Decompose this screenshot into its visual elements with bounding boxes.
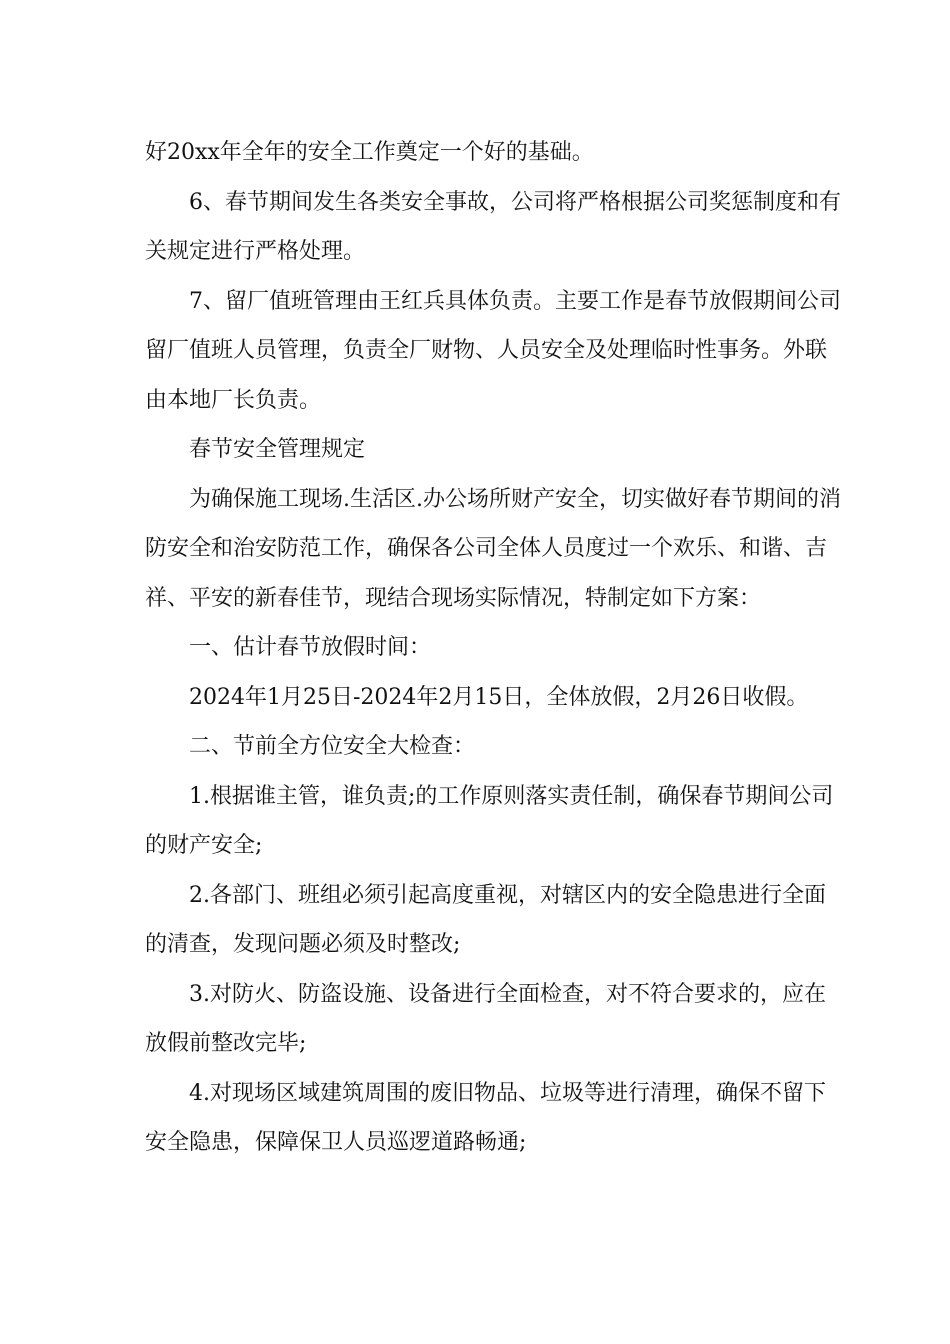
paragraph-holiday-dates: 2024年1月25日-2024年2月15日，全体放假，2月26日收假。 <box>189 684 809 710</box>
paragraph-item-6: 6、春节期间发生各类安全事故，公司将严格根据公司奖惩制度和有关规定进行严格处理。 <box>145 189 841 264</box>
paragraph-check-3: 3.对防火、防盗设施、设备进行全面检查，对不符合要求的，应在放假前整改完毕; <box>145 981 826 1056</box>
section-heading: 春节安全管理规定 <box>189 437 366 462</box>
paragraph-check-1: 1.根据谁主管，谁负责;的工作原则落实责任制，确保春节期间公司的财产安全; <box>145 783 834 858</box>
paragraph-item-7: 7、留厂值班管理由王红兵具体负责。主要工作是春节放假期间公司留厂值班人员管理，负责全厂财物、人员安全及处理临时性事务。外联由本地厂长负责。 <box>145 288 841 413</box>
paragraph-continuation: 好20xx年全年的安全工作奠定一个好的基础。 <box>145 140 594 165</box>
document-body <box>145 128 845 1168</box>
paragraph-check-4: 4.对现场区域建筑周围的废旧物品、垃圾等进行清理，确保不留下安全隐患，保障保卫人员巡逻道路畅通; <box>145 1080 826 1155</box>
subheading-safety-check: 二、节前全方位安全大检查： <box>189 734 476 759</box>
paragraph-check-2: 2.各部门、班组必须引起高度重视，对辖区内的安全隐患进行全面的清查，发现问题必须及时整改; <box>145 882 826 957</box>
subheading-holiday-time: 一、估计春节放假时间： <box>189 635 432 660</box>
paragraph-intro: 为确保施工现场.生活区.办公场所财产安全，切实做好春节期间的消防安全和治安防范工作，确保各公司全体人员度过一个欢乐、和谐、吉祥、平安的新春佳节，现结合现场实际情况，特制定如下方案： <box>145 486 841 611</box>
